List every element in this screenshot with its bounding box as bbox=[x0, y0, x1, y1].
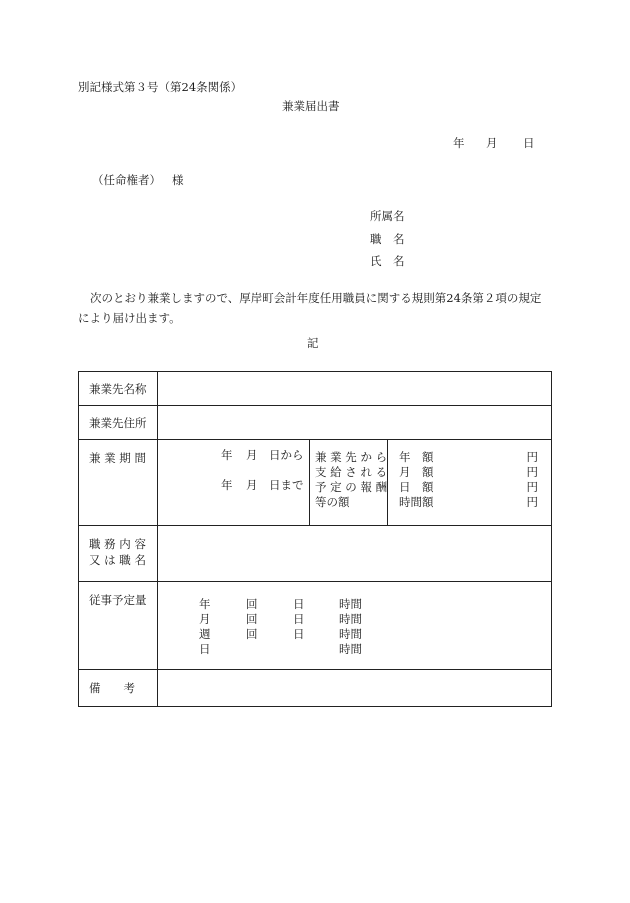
row-label-remarks: 備 考 bbox=[79, 670, 158, 707]
row-label-period: 兼 業 期 間 bbox=[79, 440, 158, 526]
table-row bbox=[79, 406, 552, 440]
hours-times-col: 回 回 回 bbox=[246, 597, 258, 641]
pay-label bbox=[315, 450, 387, 510]
affiliation-label: 所属名 bbox=[370, 209, 405, 223]
table-row bbox=[79, 670, 552, 707]
pay-unit: 円 bbox=[526, 480, 538, 494]
hours-days-col: 日 日 日 bbox=[293, 597, 305, 641]
body-text-line-1: 次のとおり兼業しますので、厚岸町会計年度任用職員に関する規則第24条第２項の規定 bbox=[90, 291, 542, 305]
period-from-month: 月 bbox=[246, 448, 258, 462]
period-from-day: 日から bbox=[269, 448, 304, 462]
body-text-line-2: により届け出ます。 bbox=[78, 311, 181, 325]
table-row bbox=[79, 440, 552, 526]
period-pay-cell bbox=[158, 440, 552, 526]
table-row bbox=[79, 526, 552, 582]
hours-period-col: 年 月 週 日 bbox=[199, 597, 211, 656]
form-reference: 別記様式第３号（第24条関係） bbox=[78, 80, 243, 94]
row-label-employer-address: 兼業先住所 bbox=[79, 406, 158, 440]
pay-units bbox=[527, 450, 539, 510]
pay-label-line: 等の額 bbox=[315, 495, 350, 509]
pay-unit: 円 bbox=[526, 465, 538, 479]
employer-address-value[interactable] bbox=[158, 406, 552, 440]
hours-hours-col: 時間 時間 時間 時間 bbox=[339, 597, 362, 656]
period-to-month: 月 bbox=[246, 478, 258, 492]
row-label-duties: 職 務 内 容 又 は 職 名 bbox=[79, 526, 158, 582]
pay-label-line: 予 定 の 報 酬 bbox=[315, 480, 388, 494]
addressee-honorific: 様 bbox=[172, 173, 184, 187]
ki-heading: 記 bbox=[307, 336, 319, 350]
period-to-year: 年 bbox=[221, 478, 233, 492]
duties-value[interactable] bbox=[158, 526, 552, 582]
date-day: 日 bbox=[523, 136, 535, 150]
pay-label-line: 兼 業 先 か ら bbox=[315, 450, 388, 464]
pay-annual-label: 年 額 bbox=[399, 450, 434, 464]
row-label-hours: 従事予定量 bbox=[79, 582, 158, 670]
document-title: 兼業届出書 bbox=[282, 99, 340, 113]
employer-name-value[interactable] bbox=[158, 372, 552, 406]
pay-unit: 円 bbox=[526, 450, 538, 464]
table-row bbox=[79, 372, 552, 406]
name-label: 氏 名 bbox=[370, 254, 405, 268]
period-to-day: 日まで bbox=[269, 478, 304, 492]
position-label: 職 名 bbox=[370, 232, 405, 246]
pay-label-line: 支 給 さ れ る bbox=[315, 465, 388, 479]
date-year: 年 bbox=[453, 136, 465, 150]
table-row bbox=[79, 582, 552, 670]
declaration-table bbox=[78, 371, 552, 707]
pay-monthly-label: 月 額 bbox=[399, 465, 434, 479]
period-from-year: 年 bbox=[221, 448, 233, 462]
pay-unit: 円 bbox=[526, 495, 538, 509]
addressee-label: （任命権者） bbox=[92, 173, 161, 187]
remarks-value[interactable] bbox=[158, 670, 552, 707]
hours-cell bbox=[158, 582, 552, 670]
pay-hourly-label: 時間額 bbox=[399, 495, 434, 509]
pay-daily-label: 日 額 bbox=[399, 480, 434, 494]
pay-items bbox=[399, 450, 434, 510]
date-month: 月 bbox=[486, 136, 498, 150]
row-label-employer-name: 兼業先名称 bbox=[79, 372, 158, 406]
